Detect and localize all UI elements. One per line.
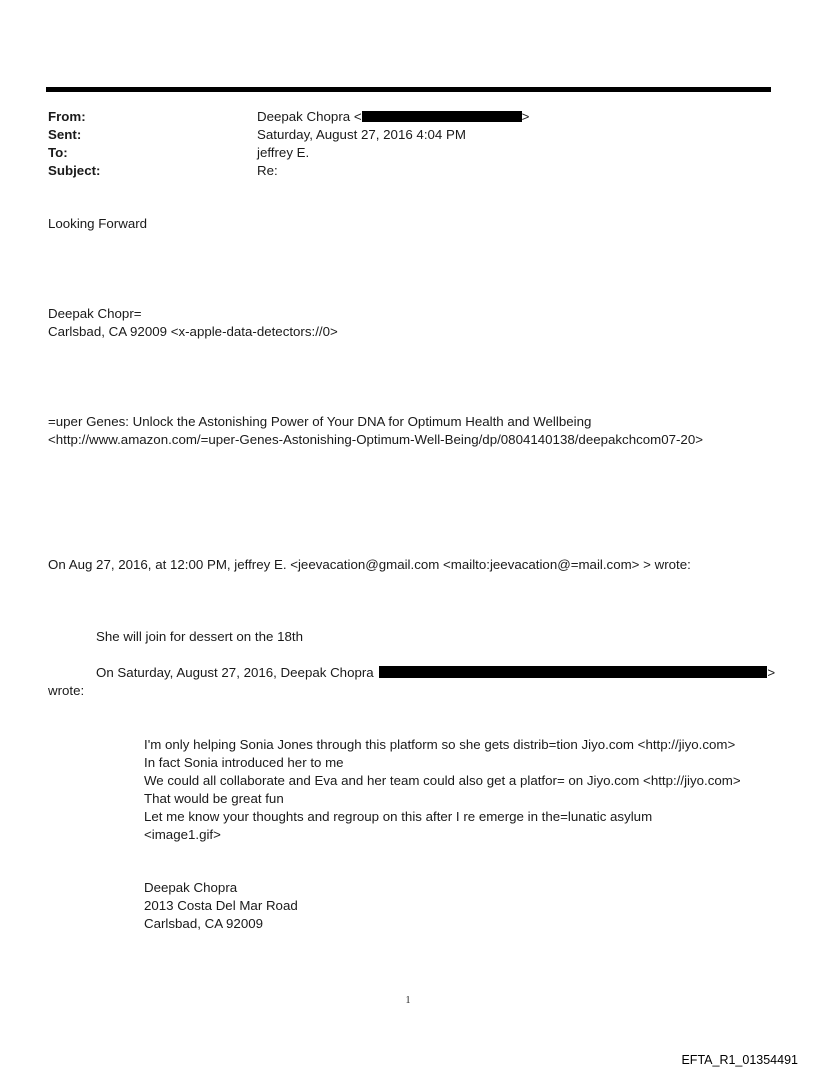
- quote2-intro: [96, 664, 775, 682]
- quote2-wrote: wrote:: [48, 683, 85, 698]
- message-line: I'm only helping Sonia Jones through this platform so she gets distrib=tion Jiyo.com <http://jiyo.com>: [144, 737, 736, 752]
- quote2-end: >: [767, 665, 776, 680]
- sent-label: Sent:: [48, 127, 82, 142]
- book-link: <http://www.amazon.com/=uper-Genes-Astonishing-Optimum-Well-Being/dp/0804140138/deepakchcom07-20>: [48, 432, 703, 447]
- to-value: jeffrey E.: [257, 145, 310, 160]
- to-label: To:: [48, 145, 68, 160]
- book-title: =uper Genes: Unlock the Astonishing Power of Your DNA for Optimum Health and Wellbeing: [48, 414, 592, 429]
- body-line: Looking Forward: [48, 216, 148, 231]
- message-line: We could all collaborate and Eva and her team could also get a platfor= on Jiyo.com <http://jiyo.com>: [144, 773, 741, 788]
- quote2-text: On Saturday, August 27, 2016, Deepak Chopra: [96, 665, 374, 680]
- message-line: <image1.gif>: [144, 827, 221, 842]
- signature-address: Carlsbad, CA 92009 <x-apple-data-detectors://0>: [48, 324, 338, 339]
- redaction-bar: [362, 111, 522, 122]
- page-number: 1: [405, 995, 411, 1006]
- signature2-name: Deepak Chopra: [144, 880, 238, 895]
- message-line: In fact Sonia introduced her to me: [144, 755, 344, 770]
- reply-line: She will join for dessert on the 18th: [96, 629, 303, 644]
- signature2-city: Carlsbad, CA 92009: [144, 916, 264, 931]
- header-rule: [46, 87, 771, 92]
- from-end: >: [521, 109, 530, 124]
- subject-label: Subject:: [48, 163, 101, 178]
- redaction-bar: [379, 666, 767, 678]
- from-value: [257, 108, 529, 126]
- from-name: Deepak Chopra <: [257, 109, 362, 124]
- message-line: That would be great fun: [144, 791, 284, 806]
- signature2-street: 2013 Costa Del Mar Road: [144, 898, 298, 913]
- subject-value: Re:: [257, 163, 278, 178]
- quote-intro: On Aug 27, 2016, at 12:00 PM, jeffrey E. <jeevacation@gmail.com <mailto:jeevacation@=mail.com> > wrote:: [48, 557, 691, 572]
- message-line: Let me know your thoughts and regroup on this after I re emerge in the=lunatic asylum: [144, 809, 653, 824]
- from-label: From:: [48, 109, 86, 124]
- signature-name: Deepak Chopr=: [48, 306, 142, 321]
- sent-value: Saturday, August 27, 2016 4:04 PM: [257, 127, 466, 142]
- document-id: EFTA_R1_01354491: [681, 1053, 798, 1067]
